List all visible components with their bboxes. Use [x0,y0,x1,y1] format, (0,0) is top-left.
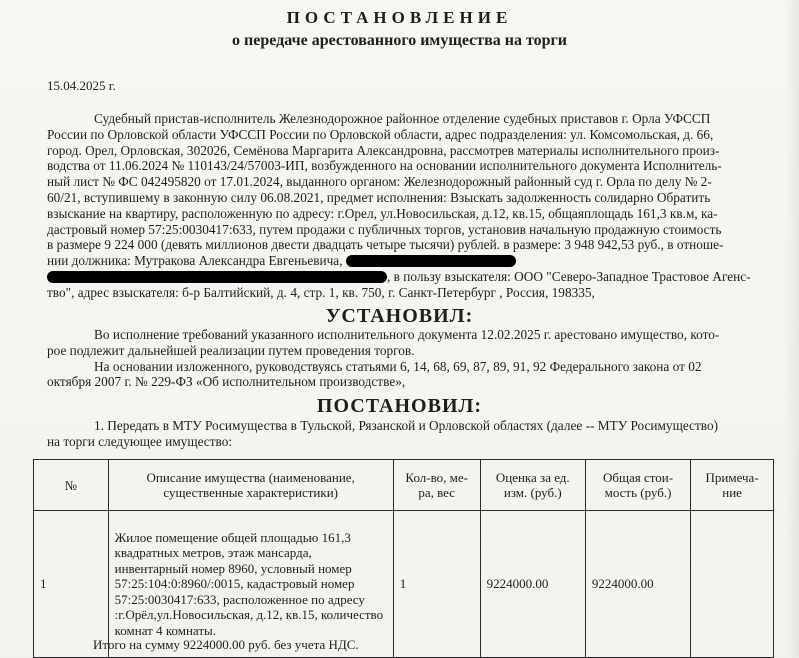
debtor-text: нии должника: Мутракова Александра Евгеньевича, [47,253,343,269]
sheet-edge-shadow [785,0,799,657]
intro-line: тво", адрес взыскателя: б-р Балтийский, д. 4, стр. 1, кв. 750, г. Санкт-Петербург , Россия, 198335, [47,284,595,300]
header-notes: Примеча- ние [691,460,774,511]
cell-description: Жилое помещение общей площадью 161,3 квадратных метров, этаж мансарда, инвентарный номер 8960, условный номер 57:25:104:0:8960/:0015, кадастровый номер 57:25:0030417:633, расположенное по адресу :г.Орёл,ул.Новосильская, д.12, кв.15, количество комнат 4 комнаты. [108,511,393,658]
intro-line: России по Орловской области УФССП России по Орловской области, адрес подразделения: ул. Комсомольская, д. 66, [47,126,714,142]
intro-line: дастровый номер 57:25:0030417:633, путем продажи с публичных торгов, установив начальную продажную стоимость [47,221,722,237]
resolved-paragraph [47,418,774,450]
table-row [34,511,774,658]
established-heading: УСТАНОВИЛ: [325,305,474,327]
table-header-row [34,460,774,511]
established-line: октября 2007 г. № 229-ФЗ «Об исполнительном производстве», [47,374,406,390]
assets-table [33,459,774,658]
intro-line-debtor [47,253,774,269]
intro-line: Судебный пристав-исполнитель Железнодорожное районное отделение судебных приставов г. Орла УФССП [94,111,711,126]
header-unit-price: Оценка за ед. изм. (руб.) [480,460,585,511]
cell-num: 1 [34,511,109,658]
resolved-line: 1. Передать в МТУ Росимущества в Тульской, Рязанской и Орловской областях (далее -- МТУ Росимущество) [94,418,719,433]
header-quantity: Кол-во, ме- ра, вес [393,460,480,511]
header-total-price: Общая стои- мость (руб.) [585,460,690,511]
intro-line: водства от 11.06.2024 № 110143/24/57003-ИП, возбужденного на основании исполнительного документа Исполнитель- [47,158,722,174]
document-subtitle: о передаче арестованного имущества на торги [232,32,567,49]
document-title: ПОСТАНОВЛЕНИЕ [286,8,513,27]
header-description: Описание имущества (наименование, существенные характеристики) [108,460,393,511]
claimant-text: , в пользу взыскателя: ООО "Северо-Западное Трастовое Агенс- [387,268,751,284]
cell-total-price: 9224000.00 [585,511,690,658]
intro-line: 60/21, вступившему в законную силу 06.08.2021, предмет исполнения: Взыскать задолженность солидарно Обратить [47,189,711,205]
redaction-bar [346,255,516,267]
established-paragraph [47,327,774,390]
intro-line: город. Орел, Орловская, 302026, Семёнова Маргарита Александровна, рассмотрев материалы исполнительного произ- [47,142,720,158]
resolved-heading: ПОСТАНОВИЛ: [316,395,483,417]
total-line: Итого на сумму 9224000.00 руб. без учета НДС. [93,637,359,652]
established-line: На основании изложенного, руководствуясь статьями 6, 14, 68, 69, 87, 89, 91, 92 Федерального закона от 02 [94,358,702,374]
established-line: рое подлежит дальнейшей реализации путем проведения торгов. [47,342,415,358]
intro-paragraph [47,111,774,301]
header-num: № [34,460,109,511]
redaction-bar [47,271,387,283]
intro-line: взыскание на квартиру, расположенную по адресу: г.Орел, ул.Новосильская, д.12, кв.15, общаяплощадь 161,3 кв.м, ка- [47,205,718,221]
cell-quantity: 1 [393,511,480,658]
intro-line: ный лист № ФС 042495820 от 17.01.2024, выданного органом: Железнодорожный районный суд г. Орла по делу № 2- [47,174,712,190]
intro-line: в размере 9 224 000 (девять миллионов двести двадцать четыре тысячи) рублей. в размере: 3 948 942,53 руб., в отноше- [47,237,724,253]
resolved-line: на торги следующее имущество: [47,433,233,449]
cell-notes [691,511,774,658]
intro-line-claimant [47,269,774,285]
cell-unit-price: 9224000.00 [480,511,585,658]
established-line: Во исполнение требований указанного исполнительного документа 12.02.2025 г. арестовано имущество, кото- [94,327,720,342]
document-date: 15.04.2025 г. [47,78,116,93]
